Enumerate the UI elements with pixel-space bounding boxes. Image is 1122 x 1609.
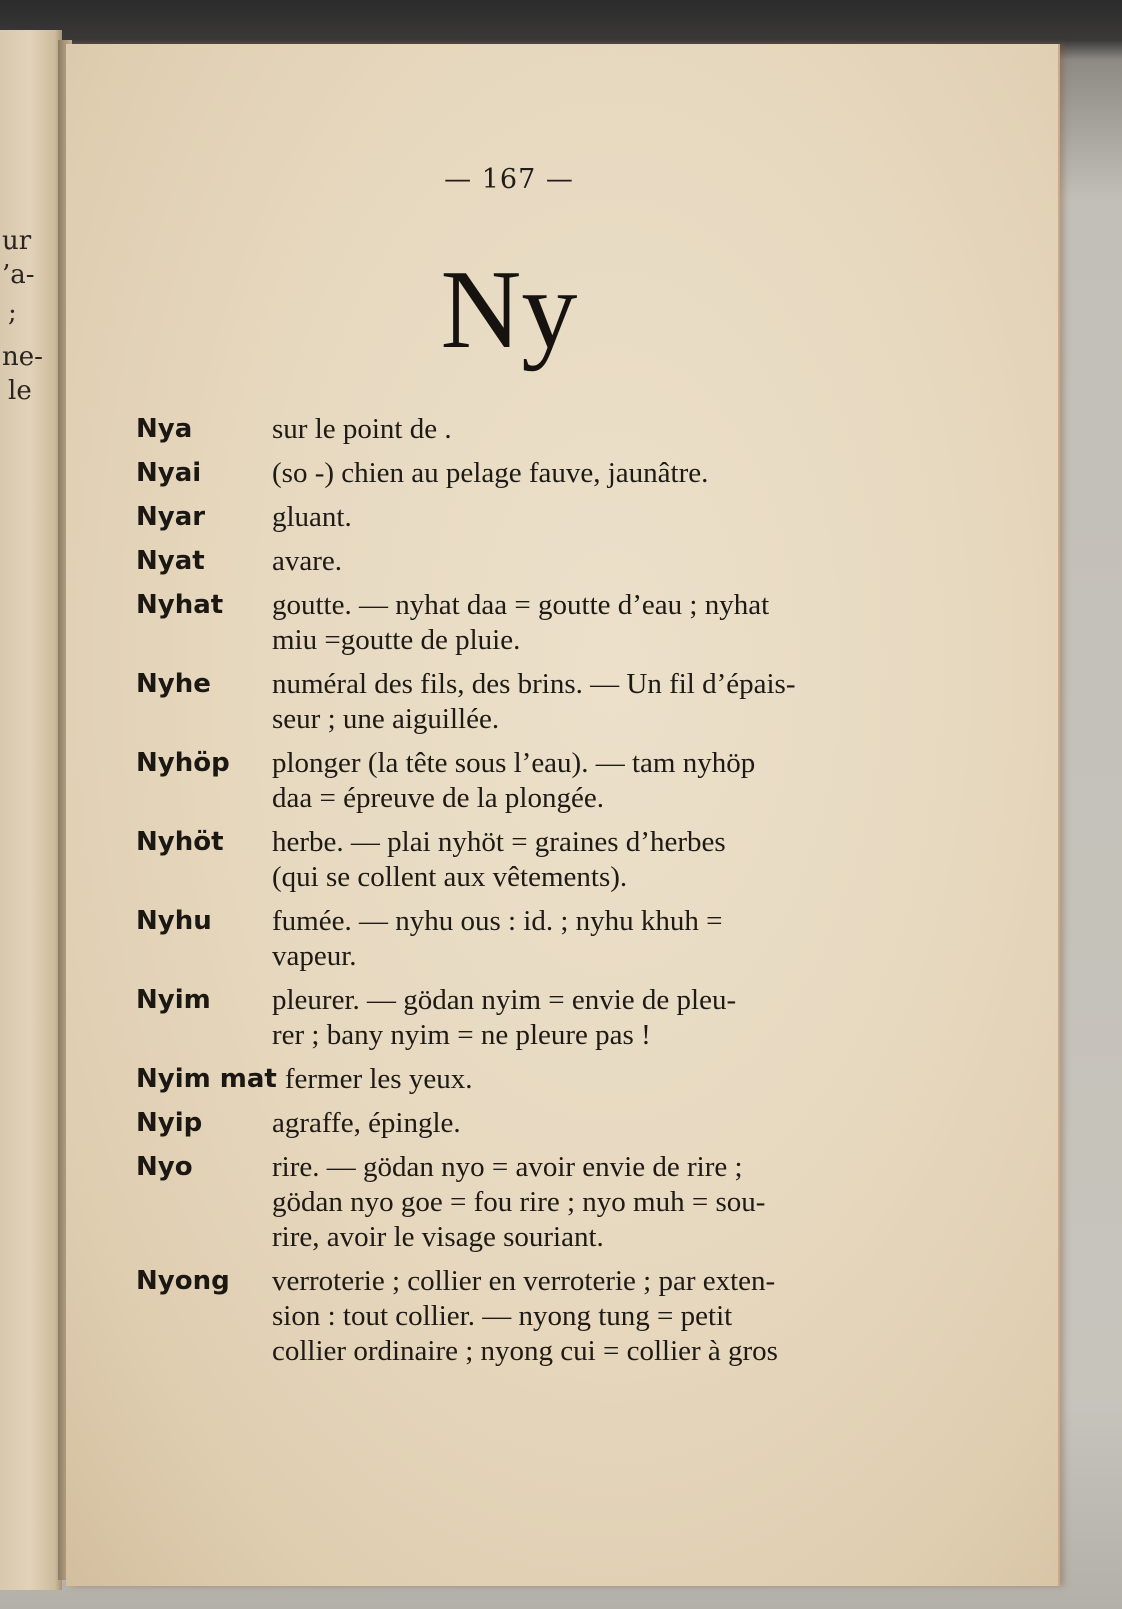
- dictionary-entry: [136, 544, 896, 579]
- left-page-edge: [0, 30, 62, 1590]
- dictionary-entry: [136, 825, 896, 895]
- definition: gluant.: [272, 501, 352, 533]
- headword: Nyhöt: [136, 827, 224, 857]
- definition: (so -) chien au pelage fauve, jaunâtre.: [272, 457, 709, 489]
- definition: fumée. — nyhu ous : id. ; nyhu khuh = vapeur.: [272, 905, 723, 972]
- dictionary-entry: [136, 1150, 896, 1255]
- headword: Nyar: [136, 502, 206, 532]
- headword: Nyhe: [136, 669, 211, 699]
- dictionary-entry: [136, 412, 896, 447]
- definition: goutte. — nyhat daa = goutte d’eau ; nyhat miu =goutte de pluie.: [272, 589, 770, 656]
- definition: numéral des fils, des brins. — Un fil d’épais- seur ; une aiguillée.: [272, 668, 796, 735]
- definition: rire. — gödan nyo = avoir envie de rire ; gödan nyo goe = fou rire ; nyo muh = sou- rire, avoir le visage souriant.: [272, 1151, 766, 1253]
- left-page-fragment: ne-: [2, 342, 43, 372]
- headword: Nyim mat: [136, 1064, 277, 1094]
- dictionary-entry: [136, 588, 896, 658]
- headword: Nyai: [136, 458, 202, 488]
- headword: Nyhat: [136, 590, 224, 620]
- left-page-fragment: ’a-: [2, 260, 35, 290]
- definition: pleurer. — gödan nyim = envie de pleu- rer ; bany nyim = ne pleure pas !: [272, 984, 737, 1051]
- dictionary-entry: [136, 904, 896, 974]
- headword: Nyhu: [136, 906, 212, 936]
- definition: agraffe, épingle.: [272, 1107, 461, 1139]
- headword: Nyim: [136, 985, 211, 1015]
- definition: fermer les yeux.: [284, 1063, 473, 1095]
- dictionary-entry: [136, 667, 896, 737]
- definition: sur le point de .: [272, 413, 452, 445]
- dictionary-entry: [136, 983, 896, 1053]
- definition: herbe. — plai nyhöt = graines d’herbes (qui se collent aux vêtements).: [272, 826, 726, 893]
- dictionary-entry: [136, 456, 896, 491]
- dictionary-entry: [136, 746, 896, 816]
- headword: Nyo: [136, 1152, 193, 1182]
- definition: plonger (la tête sous l’eau). — tam nyhöp daa = épreuve de la plongée.: [272, 747, 756, 814]
- page-number: — 167 —: [444, 164, 574, 195]
- dictionary-entry: [136, 500, 896, 535]
- definition: avare.: [272, 545, 343, 577]
- headword: Nyong: [136, 1266, 230, 1296]
- section-heading: Ny: [440, 248, 578, 372]
- dictionary-entry: [136, 1062, 896, 1097]
- dictionary-entry: [136, 1264, 896, 1369]
- definition: verroterie ; collier en verroterie ; par exten- sion : tout collier. — nyong tung = petit collier ordinaire ; nyong cui = collier à gros: [272, 1265, 778, 1367]
- entry-list: [136, 412, 896, 1378]
- left-page-fragment: ;: [8, 298, 17, 328]
- headword: Nyat: [136, 546, 205, 576]
- dictionary-page: [66, 44, 1058, 1586]
- headword: Nyip: [136, 1108, 203, 1138]
- left-page-fragment: ur: [2, 226, 32, 256]
- left-page-fragment: le: [8, 376, 32, 406]
- headword: Nyhöp: [136, 748, 230, 778]
- dictionary-entry: [136, 1106, 896, 1141]
- headword: Nya: [136, 414, 193, 444]
